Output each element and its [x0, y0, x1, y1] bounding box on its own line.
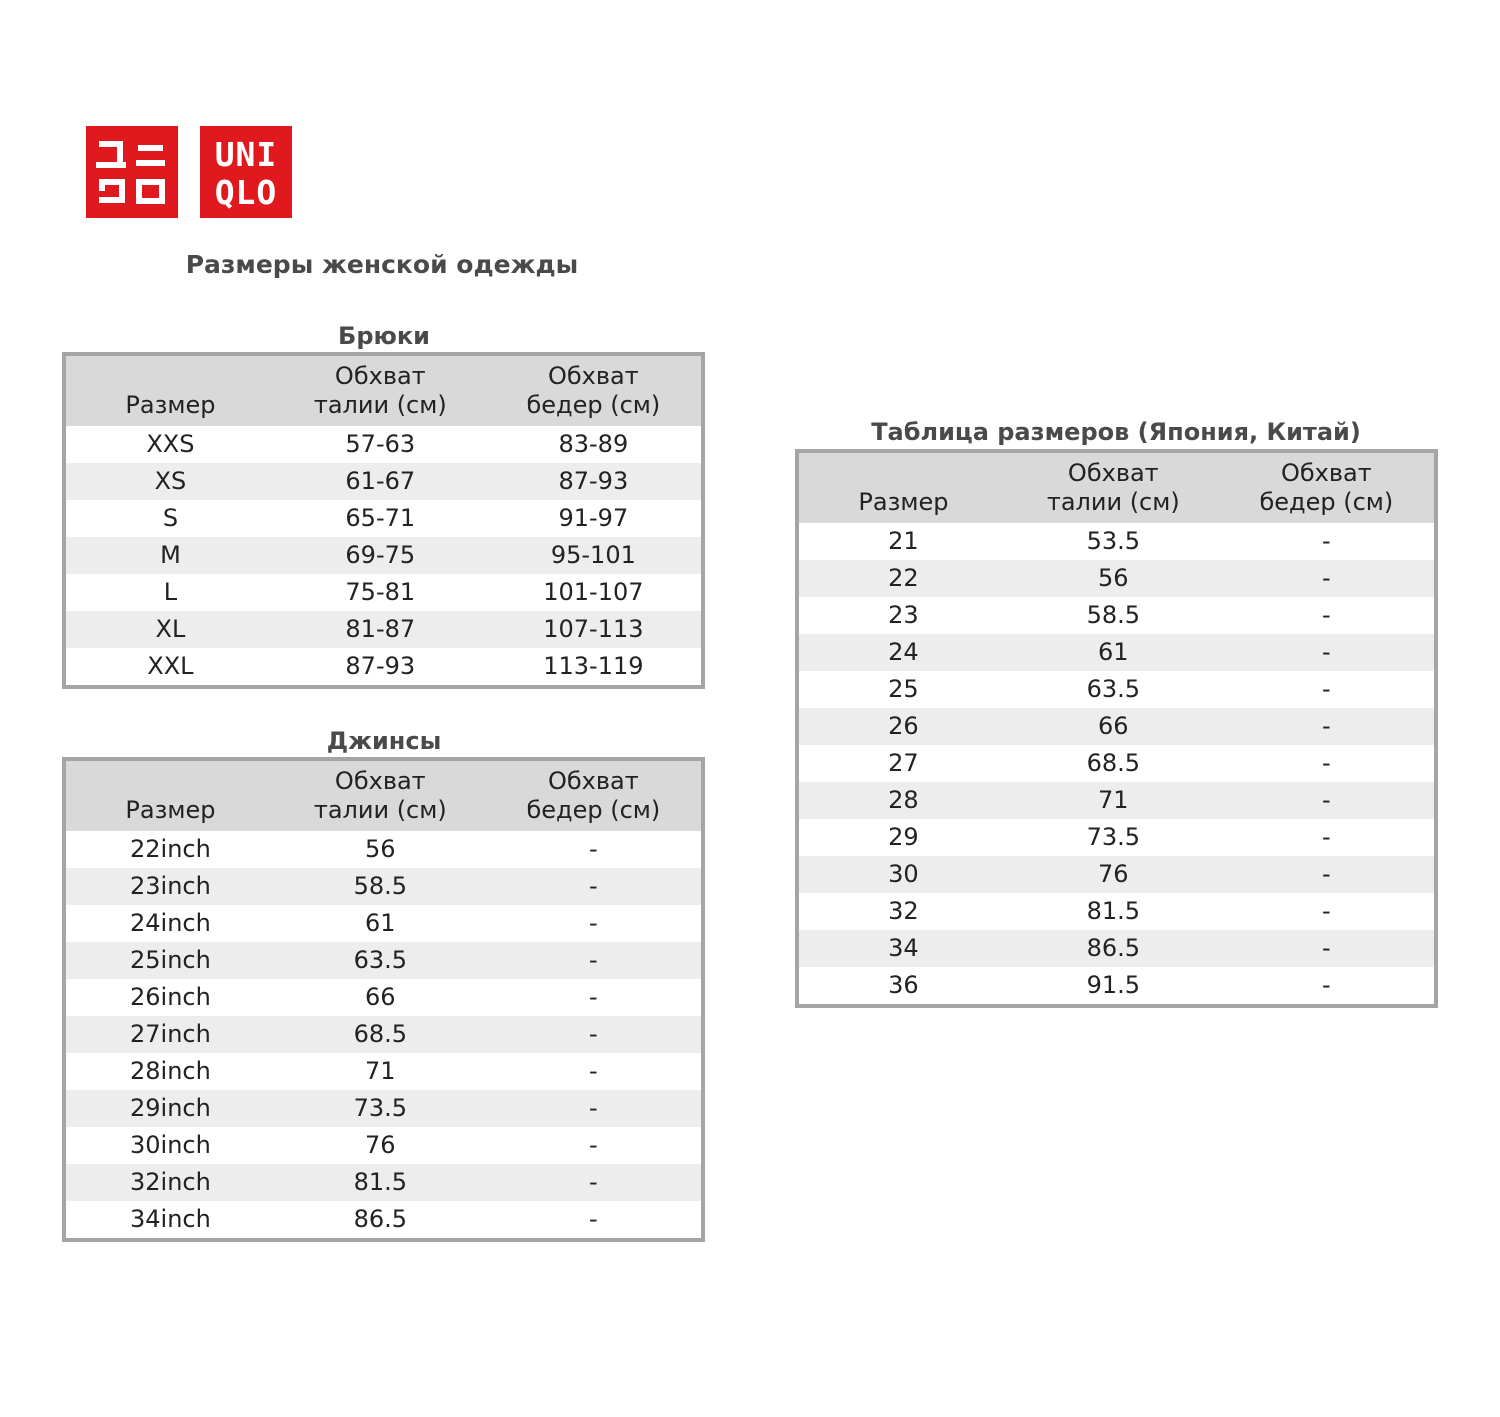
waist-cell: 68.5 — [275, 1016, 486, 1053]
jeans-size-table — [62, 757, 705, 1242]
hips-cell: - — [1219, 597, 1436, 634]
hips-cell: - — [1219, 782, 1436, 819]
column-header-waist: Обхват талии (см) — [1008, 451, 1219, 523]
latin-logo-graphic — [200, 126, 292, 218]
japan-china-size-table — [795, 449, 1438, 1008]
size-cell: S — [64, 500, 275, 537]
hips-cell: - — [486, 1201, 703, 1240]
table-row — [64, 905, 703, 942]
waist-cell: 53.5 — [1008, 523, 1219, 560]
table-row — [797, 745, 1436, 782]
hips-cell: - — [486, 942, 703, 979]
size-cell: 30 — [797, 856, 1008, 893]
hips-cell: - — [1219, 856, 1436, 893]
waist-cell: 86.5 — [275, 1201, 486, 1240]
waist-cell: 71 — [275, 1053, 486, 1090]
table-row — [64, 537, 703, 574]
column-header-size: Размер — [797, 451, 1008, 523]
waist-cell: 73.5 — [1008, 819, 1219, 856]
size-cell: 32inch — [64, 1164, 275, 1201]
size-cell: 25 — [797, 671, 1008, 708]
table-row — [64, 1201, 703, 1240]
hips-cell: - — [486, 1053, 703, 1090]
waist-cell: 65-71 — [275, 500, 486, 537]
table-row — [64, 426, 703, 463]
table-header-row — [64, 759, 703, 831]
waist-cell: 76 — [275, 1127, 486, 1164]
waist-cell: 66 — [275, 979, 486, 1016]
table-row — [64, 868, 703, 905]
size-cell: 23 — [797, 597, 1008, 634]
table-row — [797, 597, 1436, 634]
waist-cell: 61-67 — [275, 463, 486, 500]
hips-cell: 83-89 — [486, 426, 703, 463]
column-header-size: Размер — [64, 759, 275, 831]
hips-cell: 91-97 — [486, 500, 703, 537]
waist-cell: 91.5 — [1008, 967, 1219, 1006]
size-cell: 28inch — [64, 1053, 275, 1090]
table-row — [64, 1090, 703, 1127]
hips-cell: - — [1219, 560, 1436, 597]
svg-text:UNI: UNI — [214, 135, 278, 174]
table-row — [64, 648, 703, 687]
svg-text:QLO: QLO — [214, 173, 278, 212]
size-cell: 32 — [797, 893, 1008, 930]
waist-cell: 61 — [275, 905, 486, 942]
size-cell: 23inch — [64, 868, 275, 905]
size-cell: 36 — [797, 967, 1008, 1006]
waist-cell: 81.5 — [275, 1164, 486, 1201]
hips-cell: 113-119 — [486, 648, 703, 687]
table-row — [797, 930, 1436, 967]
japan-china-section-title: Таблица размеров (Япония, Китай) — [871, 418, 1361, 446]
hips-cell: - — [1219, 523, 1436, 560]
table-row — [64, 1164, 703, 1201]
hips-cell: - — [1219, 930, 1436, 967]
table-row — [797, 967, 1436, 1006]
table-row — [64, 979, 703, 1016]
size-cell: XXS — [64, 426, 275, 463]
hips-cell: 87-93 — [486, 463, 703, 500]
size-cell: L — [64, 574, 275, 611]
table-row — [797, 708, 1436, 745]
table-row — [797, 782, 1436, 819]
table-row — [797, 819, 1436, 856]
uniqlo-latin-logo — [200, 126, 292, 218]
trousers-size-table — [62, 352, 705, 689]
size-cell: XL — [64, 611, 275, 648]
hips-cell: 101-107 — [486, 574, 703, 611]
hips-cell: - — [1219, 893, 1436, 930]
hips-cell: - — [1219, 671, 1436, 708]
table-row — [64, 1127, 703, 1164]
waist-cell: 76 — [1008, 856, 1219, 893]
hips-cell: - — [486, 1164, 703, 1201]
katakana-logo-graphic — [86, 126, 178, 218]
table-row — [797, 671, 1436, 708]
table-row — [64, 611, 703, 648]
column-header-hips: Обхват бедер (см) — [1219, 451, 1436, 523]
hips-cell: - — [1219, 708, 1436, 745]
table-row — [797, 893, 1436, 930]
waist-cell: 61 — [1008, 634, 1219, 671]
size-cell: 22inch — [64, 831, 275, 868]
hips-cell: - — [1219, 967, 1436, 1006]
waist-cell: 63.5 — [275, 942, 486, 979]
table-body — [64, 426, 703, 687]
size-cell: 24 — [797, 634, 1008, 671]
column-header-waist: Обхват талии (см) — [275, 354, 486, 426]
size-cell: 28 — [797, 782, 1008, 819]
table-row — [64, 500, 703, 537]
column-header-hips: Обхват бедер (см) — [486, 759, 703, 831]
table-row — [64, 942, 703, 979]
hips-cell: - — [1219, 745, 1436, 782]
waist-cell: 66 — [1008, 708, 1219, 745]
size-cell: 30inch — [64, 1127, 275, 1164]
table-row — [64, 831, 703, 868]
jeans-section-title: Джинсы — [326, 727, 442, 755]
waist-cell: 73.5 — [275, 1090, 486, 1127]
table-body — [797, 523, 1436, 1006]
waist-cell: 81.5 — [1008, 893, 1219, 930]
size-cell: 26 — [797, 708, 1008, 745]
waist-cell: 71 — [1008, 782, 1219, 819]
column-header-waist: Обхват талии (см) — [275, 759, 486, 831]
table-row — [797, 856, 1436, 893]
hips-cell: - — [486, 1127, 703, 1164]
size-cell: 34inch — [64, 1201, 275, 1240]
table-row — [64, 1016, 703, 1053]
size-cell: 25inch — [64, 942, 275, 979]
table-header-row — [797, 451, 1436, 523]
size-cell: 27inch — [64, 1016, 275, 1053]
hips-cell: - — [1219, 819, 1436, 856]
table-row — [797, 634, 1436, 671]
size-cell: M — [64, 537, 275, 574]
hips-cell: - — [486, 979, 703, 1016]
waist-cell: 56 — [1008, 560, 1219, 597]
hips-cell: - — [486, 831, 703, 868]
hips-cell: 107-113 — [486, 611, 703, 648]
size-cell: 22 — [797, 560, 1008, 597]
waist-cell: 63.5 — [1008, 671, 1219, 708]
size-cell: 29inch — [64, 1090, 275, 1127]
table-row — [64, 574, 703, 611]
waist-cell: 58.5 — [1008, 597, 1219, 634]
column-header-hips: Обхват бедер (см) — [486, 354, 703, 426]
size-cell: XS — [64, 463, 275, 500]
waist-cell: 58.5 — [275, 868, 486, 905]
waist-cell: 86.5 — [1008, 930, 1219, 967]
table-row — [64, 463, 703, 500]
table-row — [797, 560, 1436, 597]
waist-cell: 56 — [275, 831, 486, 868]
trousers-section-title: Брюки — [338, 322, 430, 350]
hips-cell: - — [486, 1016, 703, 1053]
hips-cell: - — [486, 905, 703, 942]
size-cell: 34 — [797, 930, 1008, 967]
size-cell: 26inch — [64, 979, 275, 1016]
size-cell: 24inch — [64, 905, 275, 942]
size-cell: 29 — [797, 819, 1008, 856]
table-body — [64, 831, 703, 1240]
table-header-row — [64, 354, 703, 426]
column-header-size: Размер — [64, 354, 275, 426]
size-cell: 27 — [797, 745, 1008, 782]
size-cell: 21 — [797, 523, 1008, 560]
table-row — [64, 1053, 703, 1090]
waist-cell: 68.5 — [1008, 745, 1219, 782]
size-cell: XXL — [64, 648, 275, 687]
waist-cell: 57-63 — [275, 426, 486, 463]
hips-cell: - — [486, 868, 703, 905]
waist-cell: 75-81 — [275, 574, 486, 611]
hips-cell: - — [486, 1090, 703, 1127]
waist-cell: 69-75 — [275, 537, 486, 574]
page-title: Размеры женской одежды — [185, 250, 579, 279]
hips-cell: 95-101 — [486, 537, 703, 574]
uniqlo-katakana-logo — [86, 126, 178, 218]
waist-cell: 81-87 — [275, 611, 486, 648]
waist-cell: 87-93 — [275, 648, 486, 687]
table-row — [797, 523, 1436, 560]
hips-cell: - — [1219, 634, 1436, 671]
